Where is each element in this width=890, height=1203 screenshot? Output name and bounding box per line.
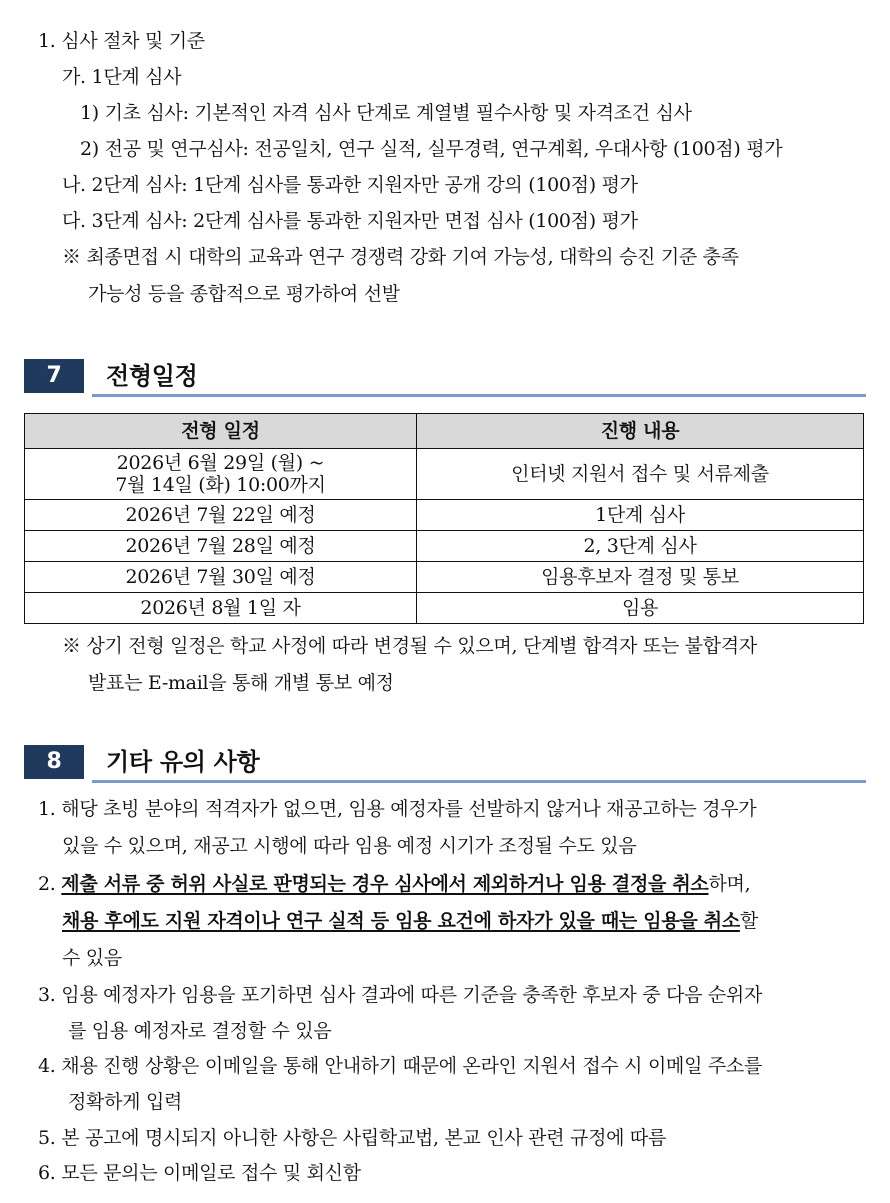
notice-item-2-bold-2: 채용 후에도 지원 자격이나 연구 실적 등 임용 요건에 하자가 있을 때는 임용을 취소 [62,910,740,932]
date-line-1: 2026년 6월 29일 (월) ~ [116,452,325,474]
notice-item-3-line1: 3. 임용 예정자가 임용을 포기하면 심사 결과에 따른 기준을 충족한 후보자 중 다음 순위자 [38,984,763,1006]
stage1-item-basic: 1) 기초 심사: 기본적인 자격 심사 단계로 계열별 필수사항 및 자격조건 심사 [80,102,692,124]
notice-item-2-line3: 수 있음 [62,947,122,969]
date-line-2: 7월 14일 (화) 10:00까지 [115,474,326,496]
stage3-text: 다. 3단계 심사: 2단계 심사를 통과한 지원자만 면접 심사 (100점) 평가 [62,210,638,232]
section-7-rule [92,394,866,397]
criteria-note-line2: 가능성 등을 종합적으로 평가하여 선발 [88,283,400,305]
section-7-heading [24,359,866,395]
schedule-date: 2026년 7월 30일 예정 [25,562,417,593]
notice-item-1-line2: 있을 수 있으며, 재공고 시행에 따라 임용 예정 시기가 조정될 수도 있음 [62,835,637,857]
stage1-heading: 가. 1단계 심사 [62,66,182,88]
table-row [25,449,864,500]
notice-item-2-bold-1: 제출 서류 중 허위 사실로 판명되는 경우 심사에서 제외하거나 임용 결정을 취소 [61,873,709,895]
notice-item-2-rest-2: 할 [739,910,758,932]
notice-item-5: 5. 본 공고에 명시되지 아니한 사항은 사립학교법, 본교 인사 관련 규정에 따름 [38,1127,667,1149]
section-8-title: 기타 유의 사항 [106,748,260,776]
table-header-row [25,414,864,449]
schedule-content: 2, 3단계 심사 [417,531,864,562]
table-row [25,593,864,624]
notice-item-2-line2 [62,909,758,933]
section-7-number: 7 [24,359,84,393]
notice-item-1-line1: 1. 해당 초빙 분야의 적격자가 없으면, 임용 예정자를 선발하지 않거나 재공고하는 경우가 [38,798,757,820]
notice-item-6: 6. 모든 문의는 이메일로 접수 및 회신함 [38,1162,361,1184]
notice-item-2-number: 2. [38,873,56,895]
schedule-content: 임용후보자 결정 및 통보 [417,562,864,593]
table-row [25,562,864,593]
header-schedule: 전형 일정 [25,414,417,449]
section-8-rule [92,780,866,783]
section-7-title: 전형일정 [106,362,198,390]
stage1-item-major: 2) 전공 및 연구심사: 전공일치, 연구 실적, 실무경력, 연구계획, 우대사항 (100점) 평가 [80,138,783,160]
criteria-note-line1: ※ 최종면접 시 대학의 교육과 연구 경쟁력 강화 기여 가능성, 대학의 승진 기준 충족 [62,246,739,268]
table-row [25,500,864,531]
schedule-note-line1: ※ 상기 전형 일정은 학교 사정에 따라 변경될 수 있으며, 단계별 합격자 또는 불합격자 [62,635,757,657]
schedule-date: 2026년 7월 28일 예정 [25,531,417,562]
schedule-date: 2026년 8월 1일 자 [25,593,417,624]
notice-item-2-line1 [38,872,750,896]
schedule-content: 인터넷 지원서 접수 및 서류제출 [417,449,864,500]
schedule-content: 임용 [417,593,864,624]
section-8-heading [24,745,866,781]
notice-item-3-line2: 를 임용 예정자로 결정할 수 있음 [68,1020,332,1042]
criteria-title: 1. 심사 절차 및 기준 [38,30,205,52]
notice-item-2-rest-1: 하며, [708,873,751,895]
schedule-content: 1단계 심사 [417,500,864,531]
notice-item-4-line2: 정확하게 입력 [68,1091,183,1113]
section-8-number: 8 [24,745,84,779]
schedule-date: 2026년 7월 22일 예정 [25,500,417,531]
header-content: 진행 내용 [417,414,864,449]
schedule-date [25,449,417,500]
schedule-note-line2: 발표는 E-mail을 통해 개별 통보 예정 [88,672,394,694]
schedule-table [24,413,864,624]
notice-item-4-line1: 4. 채용 진행 상황은 이메일을 통해 안내하기 때문에 온라인 지원서 접수 시 이메일 주소를 [38,1055,763,1077]
table-row [25,531,864,562]
stage2-text: 나. 2단계 심사: 1단계 심사를 통과한 지원자만 공개 강의 (100점) 평가 [62,174,638,196]
